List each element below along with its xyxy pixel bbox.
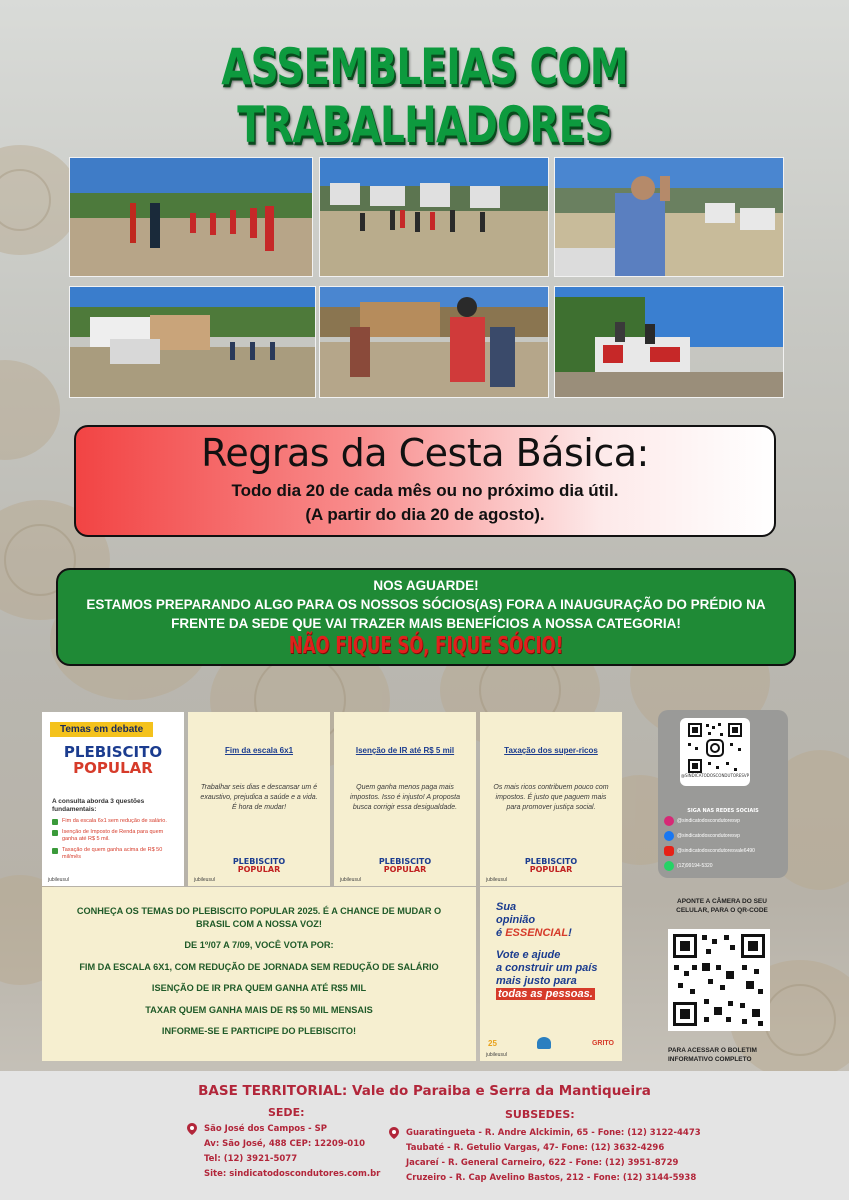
topic-card-body: Os mais ricos contribuem pouco com impostos. É justo que paguem mais para promover justiça social. <box>493 784 609 811</box>
base-territorial: BASE TERRITORIAL: Vale do Paraiba e Serra da Mantiqueira <box>198 1083 651 1099</box>
cesta-basica-box <box>74 425 776 537</box>
assembly-photo-4 <box>69 286 316 398</box>
social-media-panel <box>658 710 788 878</box>
topic-card-title: Fim da escala 6x1 <box>224 746 294 755</box>
sede-address <box>204 1122 380 1182</box>
plebiscito-topic-item: Taxação de quem ganha acima de R$ 50 mil/mês <box>52 847 174 861</box>
footer <box>0 1071 849 1200</box>
info-paragraph: CONHEÇA OS TEMAS DO PLEBISCITO POPULAR 2025. É A CHANCE DE MUDAR O BRASIL COM A NOSSA VOZ! <box>76 906 442 929</box>
instagram-link[interactable]: @sindicatodoscondutoresvp <box>664 816 740 826</box>
assembly-photo-1 <box>69 157 313 277</box>
plebiscito-info-card <box>42 887 476 1061</box>
sede-heading: SEDE: <box>268 1106 305 1119</box>
youtube-icon <box>664 846 674 856</box>
page-title: ASSEMBLEIAS COM TRABALHADORES <box>221 38 628 154</box>
plebiscito-intro: A consulta aborda 3 questões fundamentais: <box>52 798 145 813</box>
topic-card-title: Taxação dos super-ricos <box>504 746 598 755</box>
partner-logos <box>488 1033 614 1053</box>
logo-grito: GRITO <box>591 1039 614 1047</box>
subsede-line: Taubaté - R. Getulio Vargas, 47- Fone: (12) 3632-4296 <box>406 1143 665 1153</box>
plebiscito-mini-logo: PLEBISCITO POPULAR <box>378 857 432 874</box>
assembly-photo-2 <box>319 157 549 277</box>
announcement-text: ESTAMOS PREPARANDO ALGO PARA OS NOSSOS SÓCIOS(AS) FORA A INAUGURAÇÃO DO PRÉDIO NA FRENTE DA SEDE QUE VAI TRAZER MAIS BENEFÍCIOS A NOSSA CATEGORIA! <box>86 597 766 631</box>
sede-line: Tel: (12) 3921-5077 <box>204 1154 298 1164</box>
instagram-icon <box>664 816 674 826</box>
plebiscito-topic-item: Fim da escala 6x1 sem redução de salário. <box>52 818 174 825</box>
facebook-link[interactable]: @sindicatodoscondutoresvp <box>664 831 740 841</box>
subsede-line: Jacareí - R. General Carneiro, 622 - Fone: (12) 3951-8729 <box>406 1158 679 1168</box>
subsedes-list <box>406 1126 701 1186</box>
topic-card-ir <box>334 712 476 886</box>
plebiscito-mini-logo: PLEBISCITO POPULAR <box>232 857 286 874</box>
social-heading: SIGA NAS REDES SOCIAIS <box>687 808 759 814</box>
plebiscito-topics-card <box>42 712 184 886</box>
location-pin-icon <box>187 1123 197 1135</box>
cesta-rule-line1: Todo dia 20 de cada mês ou no próximo dia útil. <box>231 481 619 500</box>
instagram-handle: jubileusul <box>48 877 69 883</box>
plebiscito-topic-item: Isenção de Imposto de Renda para quem ganha até R$ 5 mil. <box>52 829 174 843</box>
topic-card-taxacao <box>480 712 622 886</box>
vote-opinion-text: Sua opinião é ESSENCIAL! <box>496 901 572 939</box>
bulletin-qr-code[interactable] <box>668 929 770 1031</box>
info-paragraph: TAXAR QUEM GANHA MAIS DE R$ 50 MIL MENSAIS <box>145 1004 373 1015</box>
facebook-icon <box>664 831 674 841</box>
instagram-handle: jubileusul <box>340 877 361 883</box>
qr-bulletin-label: PARA ACESSAR O BOLETIM INFORMATIVO COMPLETO <box>668 1047 757 1063</box>
whatsapp-link[interactable]: (12)99194-5320 <box>664 861 713 871</box>
topic-card-title: Isenção de IR até R$ 5 mil <box>355 746 455 755</box>
whatsapp-icon <box>664 861 674 871</box>
subsedes-heading: SUBSEDES: <box>505 1108 575 1121</box>
qr-handle-label: @SINDICATODOSCONDUTORESVP <box>680 773 750 778</box>
cnbb-logo-icon <box>537 1037 551 1049</box>
plebiscito-logo-line2: POPULAR <box>73 759 153 777</box>
cesta-rule-line2: (A partir do dia 20 de agosto). <box>305 505 545 524</box>
assembly-photo-3 <box>554 157 784 277</box>
youtube-link[interactable]: @sindicatodoscondutoresvale6490 <box>664 846 755 856</box>
location-pin-icon <box>389 1127 399 1139</box>
subsede-line: Cruzeiro - R. Cap Avelino Bastos, 212 - Fone: (12) 3144-5938 <box>406 1173 697 1183</box>
plebiscito-mini-logo: PLEBISCITO POPULAR <box>524 857 578 874</box>
plebiscito-logo <box>42 744 184 776</box>
sede-line: Av: São José, 488 CEP: 12209-010 <box>204 1139 366 1149</box>
topic-card-body: Trabalhar seis dias e descansar um é exaustivo, prejudica a saúde e a vida. É hora de mudar! <box>200 784 318 811</box>
announcement-heading: NOS AGUARDE! <box>373 578 479 593</box>
info-paragraph: ISENÇÃO DE IR PRA QUEM GANHA ATÉ R$5 MIL <box>151 983 367 993</box>
instagram-handle: jubileusul <box>486 1052 507 1058</box>
vote-card <box>480 887 622 1061</box>
topic-card-escala <box>188 712 330 886</box>
vote-call-text: Vote e ajude a construir um país mais justo para todas as pessoas. <box>496 949 598 1000</box>
assembly-photo-5 <box>319 286 549 398</box>
announcement-banner <box>56 568 796 666</box>
cesta-heading: Regras da Cesta Básica: <box>201 431 649 475</box>
info-paragraph: DE 1º/07 A 7/09, VOCÊ VOTA POR: <box>184 940 334 950</box>
assembly-photo-6 <box>554 286 784 398</box>
sede-line: São José dos Campos - SP <box>204 1124 327 1134</box>
info-paragraph: FIM DA ESCALA 6X1, COM REDUÇÃO DE JORNADA SEM REDUÇÃO DE SALÁRIO <box>79 961 439 972</box>
sede-website[interactable]: Site: sindicatodoscondutores.com.br <box>204 1169 381 1179</box>
instagram-handle: jubileusul <box>486 877 507 883</box>
plebiscito-topic-list <box>52 818 174 865</box>
topic-card-body: Quem ganha menos paga mais impostos. Isso é injusto! A proposta busca corrigir essa desigualdade. <box>350 784 460 811</box>
plebiscito-logo-line1: PLEBISCITO <box>63 743 163 761</box>
qr-instruction: APONTE A CÂMERA DO SEU CELULAR, PARA O QR-CODE <box>676 898 768 914</box>
info-paragraph: INFORME-SE E PARTICIPE DO PLEBISCITO! <box>161 1026 357 1036</box>
temas-badge: Temas em debate <box>50 722 153 737</box>
slogan: NÃO FIQUE SÓ, FIQUE SÓCIO! <box>288 633 564 659</box>
subsede-line: Guaratingueta - R. Andre Alckimin, 65 - Fone: (12) 3122-4473 <box>406 1128 701 1138</box>
logo-25: 25 <box>488 1038 497 1048</box>
instagram-handle: jubileusul <box>194 877 215 883</box>
